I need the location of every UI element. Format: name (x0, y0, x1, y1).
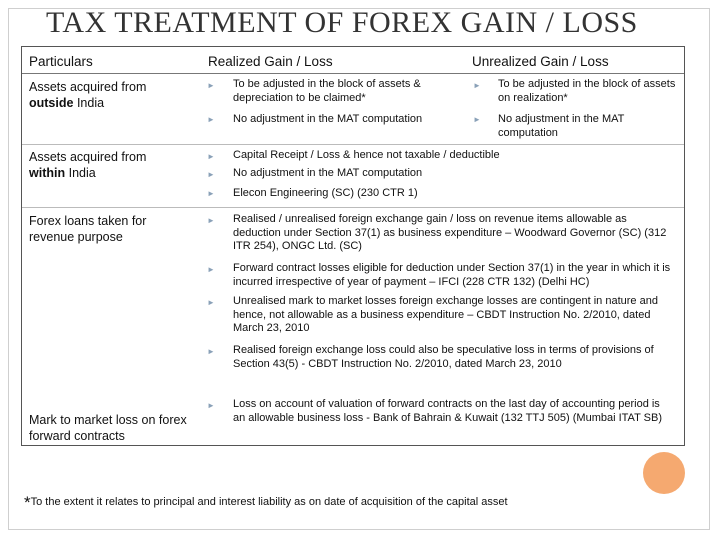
list-item: Elecon Engineering (SC) (230 CTR 1) (233, 187, 418, 199)
list-item: No adjustment in the MAT computation (233, 113, 423, 125)
bullet-triangle-icon: ► (207, 152, 215, 161)
row-label-mark-to-market: Mark to market loss on forex forward contracts (29, 413, 187, 443)
list-item: No adjustment in the MAT computation (233, 167, 423, 179)
bullet-triangle-icon: ► (207, 265, 215, 274)
list-item: Realised foreign exchange loss could also be speculative loss in terms of provisions of Section 43(5) - CBDT Instruction No. 2/2010, dated March 23, 2010 (233, 344, 654, 370)
table-header-row (22, 47, 684, 74)
row-label-emphasis: outside (29, 96, 74, 110)
tax-treatment-table (21, 46, 685, 446)
bullet-triangle-icon: ► (207, 81, 215, 90)
decorative-circle (643, 452, 685, 494)
bullet-triangle-icon: ► (207, 216, 215, 225)
row-label-text: Assets acquired from (29, 80, 147, 94)
footnote-star: * (24, 493, 31, 512)
row-label-text: India (76, 96, 105, 110)
header-realized: Realized Gain / Loss (208, 54, 333, 69)
list-item: To be adjusted in the block of assets on realization* (498, 78, 676, 104)
row-label-text: Assets acquired from (29, 150, 147, 164)
footnote (24, 493, 508, 513)
header-particulars: Particulars (29, 54, 93, 69)
row-label-within-india (29, 149, 199, 181)
header-unrealized: Unrealized Gain / Loss (472, 54, 609, 69)
bullet-triangle-icon: ► (207, 401, 215, 410)
footnote-text: To the extent it relates to principal and interest liability as on date of acquisition of the capital asset (30, 496, 508, 508)
row-label-outside-india (29, 79, 199, 111)
list-item: Forward contract losses eligible for deduction under Section 37(1) in the year in which it is incurred irrespective of year of payment – IFCI (228 CTR 132) (Delhi HC) (233, 262, 671, 288)
list-item: Capital Receipt / Loss & hence not taxable / deductible (233, 149, 500, 161)
row-label-emphasis: within (29, 166, 66, 180)
list-item: To be adjusted in the block of assets & depreciation to be claimed* (233, 78, 421, 104)
row-separator (22, 144, 684, 145)
bullet-triangle-icon: ► (473, 81, 481, 90)
bullet-triangle-icon: ► (207, 115, 215, 124)
bullet-triangle-icon: ► (207, 347, 215, 356)
slide-title: TAX TREATMENT OF FOREX GAIN / LOSS (46, 6, 638, 39)
row-separator (22, 207, 684, 208)
bullet-triangle-icon: ► (207, 170, 215, 179)
list-item: Unrealised mark to market losses foreign exchange losses are contingent in nature and hence, not allowable as a business expenditure – CBDT Instruction No. 2/2010, dated March 23, 2010 (233, 295, 658, 334)
list-item: No adjustment in the MAT computation (498, 113, 625, 139)
list-item: Realised / unrealised foreign exchange gain / loss on revenue items allowable as deduction under Section 37(1) as business expenditure – Woodward Governor (SC) (312 ITR 254), ONGC Ltd. (SC) (233, 213, 667, 252)
bullet-triangle-icon: ► (207, 189, 215, 198)
row-label-text: India (68, 166, 96, 180)
row-label-forex-loans: Forex loans taken for revenue purpose (29, 214, 147, 244)
bullet-triangle-icon: ► (473, 115, 481, 124)
bullet-triangle-icon: ► (207, 298, 215, 307)
list-item: Loss on account of valuation of forward contracts on the last day of accounting period is an allowable business loss - Bank of Bahrain & Kuwait (132 TTJ 505) (Mumbai ITAT SB) (233, 398, 662, 424)
